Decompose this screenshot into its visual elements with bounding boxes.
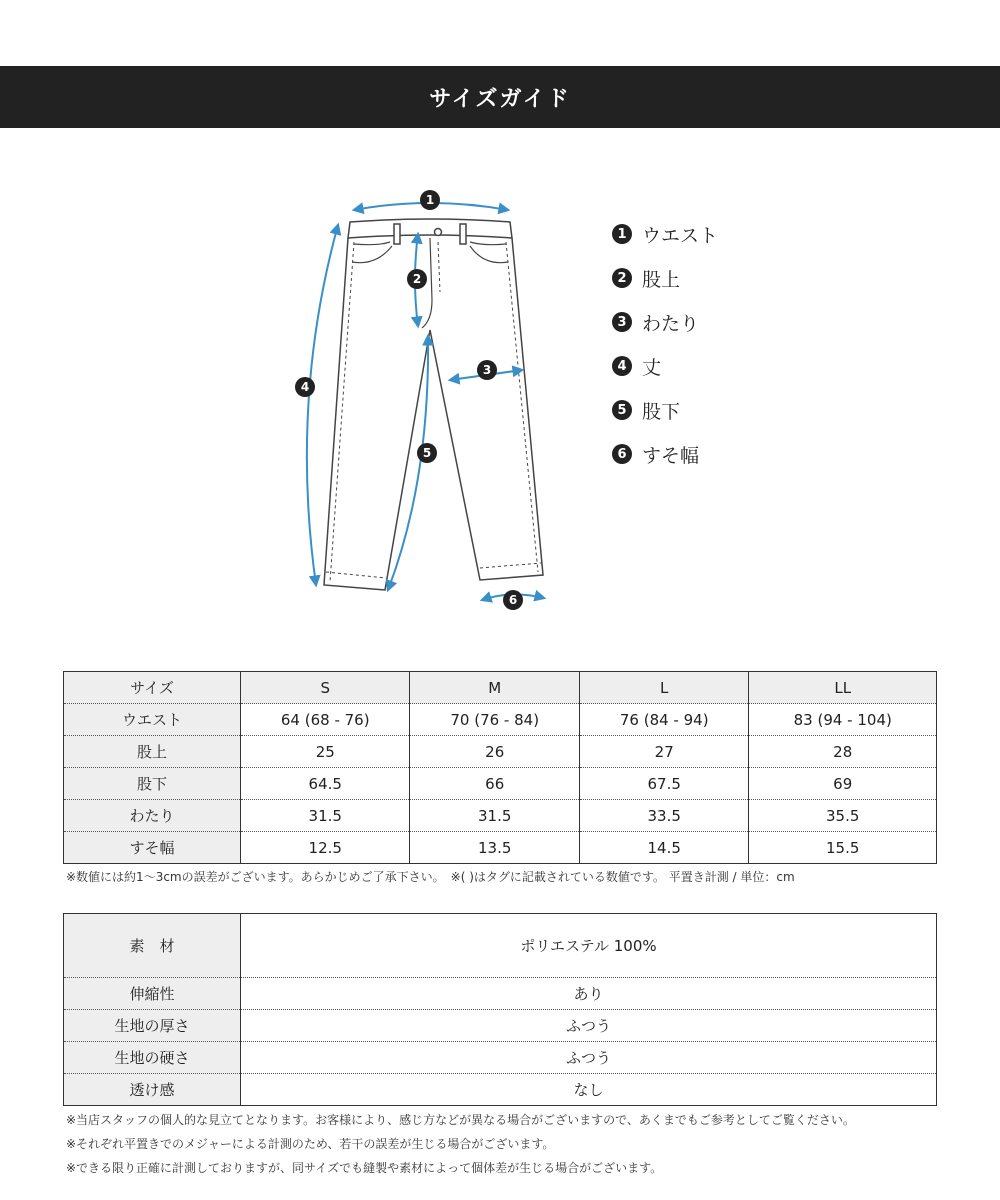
header-cell: LL: [749, 672, 937, 704]
header-cell: M: [410, 672, 579, 704]
table-cell: 64 (68 - 76): [241, 704, 410, 736]
table-cell: 70 (76 - 84): [410, 704, 579, 736]
row-label: 透け感: [64, 1074, 241, 1106]
table-row: [64, 1010, 937, 1042]
pants-outline: [324, 219, 543, 590]
marker-1: [420, 190, 440, 210]
row-label: 伸縮性: [64, 978, 241, 1010]
header-cell: L: [579, 672, 748, 704]
legend-label: 丈: [642, 356, 662, 379]
table-cell: 25: [241, 736, 410, 768]
legend-label: すそ幅: [642, 444, 700, 467]
table-row: [64, 800, 937, 832]
table-row: [64, 832, 937, 864]
row-label: すそ幅: [64, 832, 241, 864]
measurement-legend: [612, 212, 718, 476]
svg-text:2: 2: [412, 272, 422, 286]
table-cell: 14.5: [579, 832, 748, 864]
row-label: 股上: [64, 736, 241, 768]
row-label: ウエスト: [64, 704, 241, 736]
table-cell: 28: [749, 736, 937, 768]
marker-3: [477, 360, 497, 380]
marker-2: [407, 269, 427, 289]
table-cell: 31.5: [410, 800, 579, 832]
size-table-note: ※数値には約1〜3cmの誤差がございます。あらかじめご了承下さい。 ※( )はタグに記載されている数値です。 平置き計測 / 単位：cm: [66, 870, 795, 884]
legend-item: [612, 300, 718, 344]
table-cell: ふつう: [241, 1010, 937, 1042]
size-table: [63, 671, 937, 864]
table-cell: 15.5: [749, 832, 937, 864]
header-cell: サイズ: [64, 672, 241, 704]
footer-notes: [66, 1108, 855, 1180]
row-label: 股下: [64, 768, 241, 800]
marker-4: [295, 377, 315, 397]
table-cell: ふつう: [241, 1042, 937, 1074]
marker-5: [417, 443, 437, 463]
row-label: 生地の硬さ: [64, 1042, 241, 1074]
table-row: [64, 736, 937, 768]
legend-number: 1: [612, 224, 632, 244]
header-cell: S: [241, 672, 410, 704]
svg-text:3: 3: [482, 363, 492, 377]
diagram-markers: [295, 190, 523, 610]
row-label: わたり: [64, 800, 241, 832]
legend-item: [612, 212, 718, 256]
table-cell: 26: [410, 736, 579, 768]
table-cell: 64.5: [241, 768, 410, 800]
legend-label: ウエスト: [642, 224, 719, 247]
table-cell: 67.5: [579, 768, 748, 800]
legend-item: [612, 344, 718, 388]
legend-item: [612, 256, 718, 300]
table-row: [64, 914, 937, 978]
material-table: [63, 913, 937, 1106]
legend-item: [612, 432, 718, 476]
table-cell: 83 (94 - 104): [749, 704, 937, 736]
table-cell: あり: [241, 978, 937, 1010]
table-cell: 66: [410, 768, 579, 800]
svg-text:1: 1: [425, 193, 435, 207]
table-row: [64, 768, 937, 800]
legend-number: 3: [612, 312, 632, 332]
table-cell: 69: [749, 768, 937, 800]
table-cell: 33.5: [579, 800, 748, 832]
table-cell: 76 (84 - 94): [579, 704, 748, 736]
legend-item: [612, 388, 718, 432]
note-line: ※当店スタッフの個人的な見立てとなります。お客様により、感じ方などが異なる場合がございますので、あくまでもご参考としてご覧ください。: [66, 1113, 855, 1127]
svg-text:5: 5: [422, 446, 432, 460]
row-label: 素 材: [64, 914, 241, 978]
table-cell: 12.5: [241, 832, 410, 864]
table-cell: 27: [579, 736, 748, 768]
table-cell: 13.5: [410, 832, 579, 864]
table-header-row: [64, 672, 937, 704]
table-cell: ポリエステル 100%: [241, 914, 937, 978]
pants-diagram: [290, 180, 560, 620]
legend-number: 5: [612, 400, 632, 420]
legend-number: 4: [612, 356, 632, 376]
svg-text:4: 4: [300, 380, 310, 394]
table-cell: 31.5: [241, 800, 410, 832]
table-row: [64, 1042, 937, 1074]
legend-number: 6: [612, 444, 632, 464]
legend-number: 2: [612, 268, 632, 288]
table-cell: なし: [241, 1074, 937, 1106]
table-row: [64, 1074, 937, 1106]
svg-text:6: 6: [508, 593, 518, 607]
page-header: [0, 66, 1000, 128]
row-label: 生地の厚さ: [64, 1010, 241, 1042]
legend-label: 股上: [642, 268, 681, 291]
table-row: [64, 704, 937, 736]
page-title: サイズガイド: [429, 86, 571, 112]
note-line: ※それぞれ平置きでのメジャーによる計測のため、若干の誤差が生じる場合がございます。: [66, 1137, 555, 1151]
note-line: ※できる限り正確に計測しておりますが、同サイズでも縫製や素材によって個体差が生じる場合がございます。: [66, 1161, 663, 1175]
legend-label: わたり: [642, 312, 700, 335]
legend-label: 股下: [642, 400, 681, 423]
marker-6: [503, 590, 523, 610]
table-cell: 35.5: [749, 800, 937, 832]
table-row: [64, 978, 937, 1010]
